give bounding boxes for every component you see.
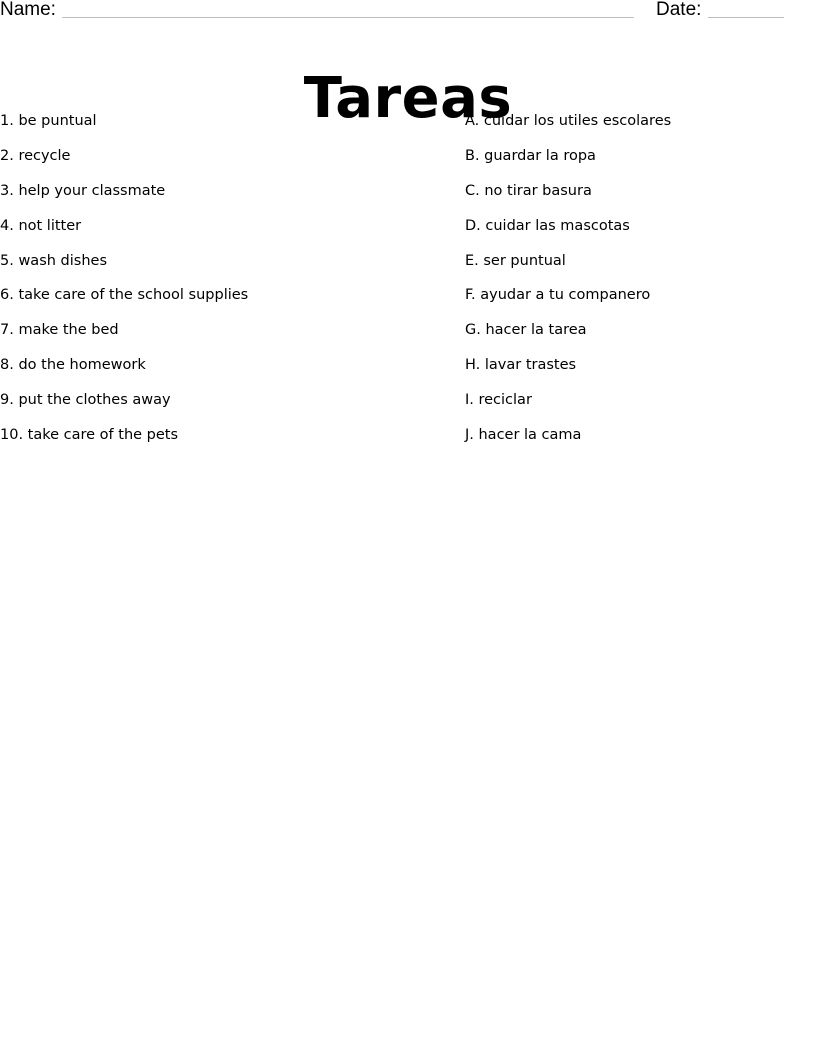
list-item: I. reciclar [465,392,532,409]
worksheet-header [0,0,816,24]
list-item: H. lavar trastes [465,357,577,374]
english-phrase-list [0,111,420,460]
list-item: 6. take care of the school supplies [0,287,249,304]
list-item: 8. do the homework [0,357,146,374]
list-item: J. hacer la cama [465,427,582,444]
list-item: G. hacer la tarea [465,322,587,339]
list-item: 5. wash dishes [0,252,107,269]
list-item: E. ser puntual [465,252,566,269]
list-item: 10. take care of the pets [0,427,179,444]
name-label: Name: [0,0,56,20]
list-item: A. cuidar los utiles escolares [465,113,672,129]
list-item: B. guardar la ropa [465,147,596,164]
name-blank-line [62,17,634,18]
worksheet-title: Tareas [303,65,513,131]
spanish-phrase-list [465,111,805,460]
list-item: 9. put the clothes away [0,392,171,409]
list-item: D. cuidar las mascotas [465,217,630,234]
list-item: 7. make the bed [0,322,119,339]
list-item: 1. be puntual [0,113,97,129]
date-blank-line [708,17,784,18]
list-item: F. ayudar a tu companero [465,287,651,304]
list-item: 4. not litter [0,217,82,234]
list-item: C. no tirar basura [465,182,592,199]
date-label: Date: [656,0,702,20]
list-item: 2. recycle [0,147,71,164]
list-item: 3. help your classmate [0,182,166,199]
